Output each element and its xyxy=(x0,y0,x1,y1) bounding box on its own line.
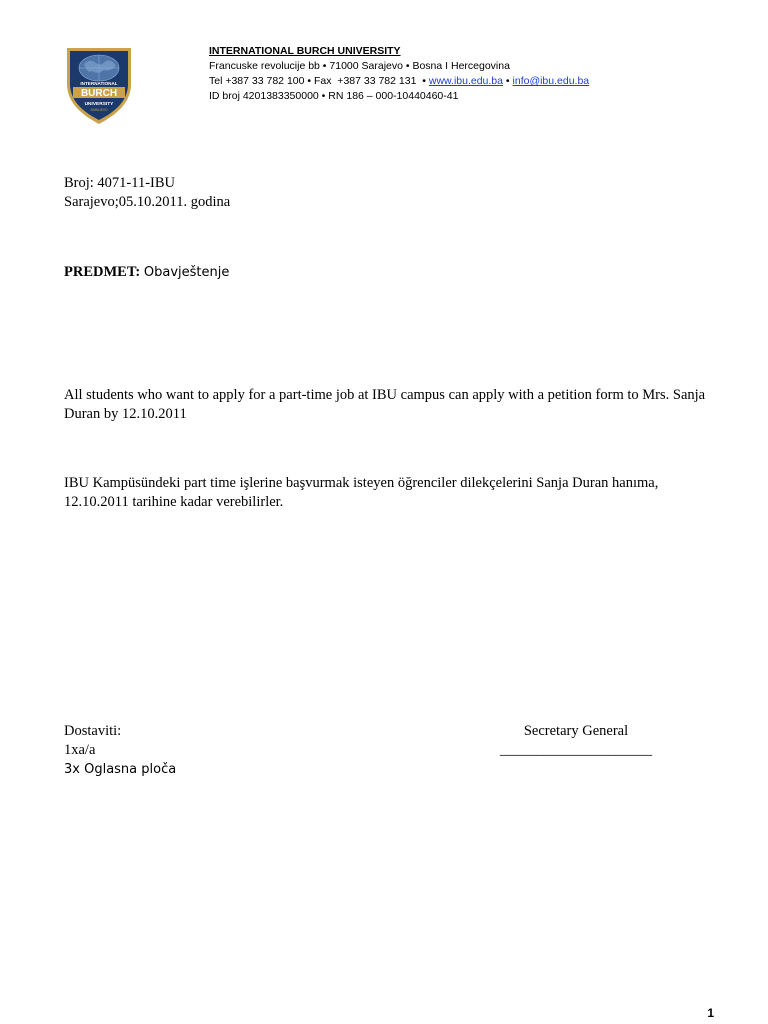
distribution-label: Dostaviti: xyxy=(64,723,122,739)
paragraph-turkish: IBU Kampüsündeki part time işlerine başvurmak isteyen öğrenciler dilekçelerini Sanja Duran hanıma, 12.10.2011 tarihine kadar verebilirler. xyxy=(64,475,659,510)
signature-line: _____________________ xyxy=(499,742,653,758)
address-line: Francuske revolucije bb • 71000 Sarajevo • Bosna I Hercegovina xyxy=(209,60,510,72)
ibu-logo-svg xyxy=(64,44,134,126)
website-link[interactable]: www.ibu.edu.ba xyxy=(428,75,503,87)
reference-number: Broj: 4071-11-IBU xyxy=(64,175,176,191)
id-line: ID broj 4201383350000 • RN 186 – 000-10440460-41 xyxy=(209,90,459,102)
university-name: INTERNATIONAL BURCH UNIVERSITY xyxy=(209,45,401,57)
contact-line xyxy=(209,74,589,89)
distribution-item: 1xa/a xyxy=(64,742,96,758)
subject-value: Obavještenje xyxy=(143,265,230,280)
svg-text:SARAJEVO: SARAJEVO xyxy=(90,108,108,112)
paragraph-english: All students who want to apply for a part-time job at IBU campus can apply with a petition form to Mrs. Sanja Duran by 12.10.2011 xyxy=(64,387,706,422)
svg-text:UNIVERSITY: UNIVERSITY xyxy=(84,102,114,107)
subject-label: PREDMET: xyxy=(64,264,141,280)
svg-text:BURCH: BURCH xyxy=(80,88,118,99)
distribution-block xyxy=(64,722,176,779)
phone-fax: Tel +387 33 782 100 • Fax +387 33 782 131 • xyxy=(209,75,429,87)
ibu-shield-logo-icon xyxy=(64,44,134,126)
email-link[interactable]: info@ibu.edu.ba xyxy=(512,75,590,87)
contact-separator: • xyxy=(503,75,513,87)
signature-block xyxy=(496,722,656,760)
distribution-item: 3x Oglasna ploča xyxy=(64,762,177,777)
signature-title: Secretary General xyxy=(523,723,629,739)
reference-block xyxy=(64,174,230,212)
subject-line xyxy=(64,263,229,282)
page-number: 1 xyxy=(707,1006,714,1020)
letterhead xyxy=(209,44,589,104)
place-date: Sarajevo;05.10.2011. godina xyxy=(64,194,231,210)
svg-text:INTERNATIONAL: INTERNATIONAL xyxy=(80,81,118,86)
